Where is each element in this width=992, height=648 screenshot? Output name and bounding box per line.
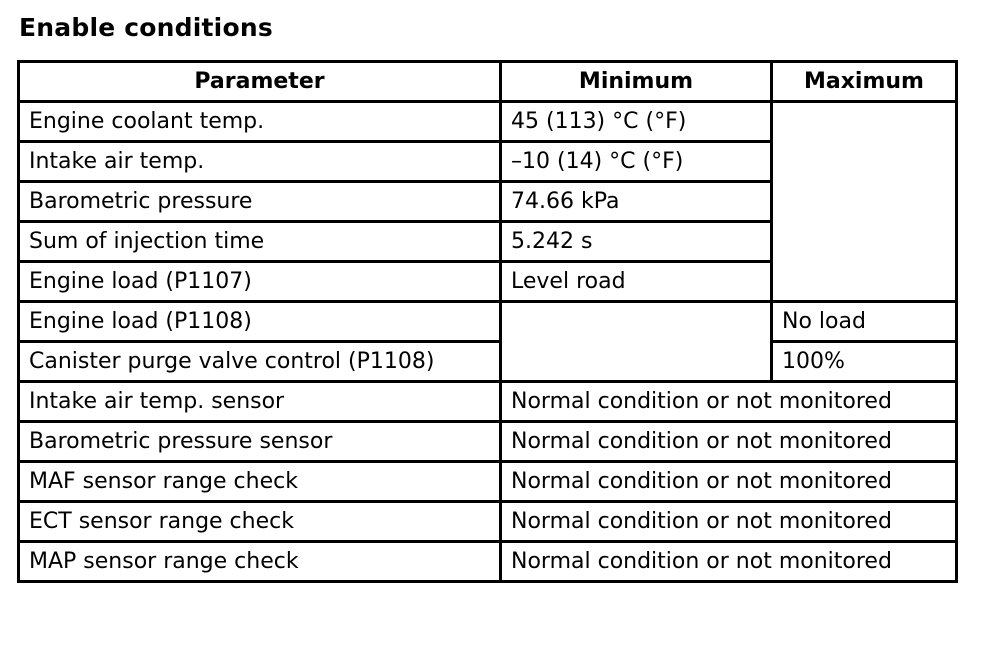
parameter-cell: Barometric pressure sensor <box>19 422 501 462</box>
table-row <box>19 502 957 542</box>
table-row <box>19 102 957 142</box>
header-maximum: Maximum <box>772 62 957 102</box>
parameter-cell: Engine load (P1107) <box>19 262 501 302</box>
table-row <box>19 382 957 422</box>
maximum-cell: 100% <box>772 342 957 382</box>
minimum-cell: Level road <box>501 262 772 302</box>
parameter-cell: Engine load (P1108) <box>19 302 501 342</box>
enable-conditions-table <box>17 60 958 583</box>
condition-cell: Normal condition or not monitored <box>501 382 957 422</box>
table-row <box>19 542 957 582</box>
page-title: Enable conditions <box>19 13 273 42</box>
condition-cell: Normal condition or not monitored <box>501 422 957 462</box>
minimum-empty-cell <box>501 302 772 382</box>
minimum-cell: 5.242 s <box>501 222 772 262</box>
minimum-cell: 45 (113) °C (°F) <box>501 102 772 142</box>
header-parameter: Parameter <box>19 62 501 102</box>
parameter-cell: Engine coolant temp. <box>19 102 501 142</box>
table-row <box>19 462 957 502</box>
condition-cell: Normal condition or not monitored <box>501 462 957 502</box>
header-row <box>19 62 957 102</box>
maximum-cell: No load <box>772 302 957 342</box>
parameter-cell: Canister purge valve control (P1108) <box>19 342 501 382</box>
parameter-cell: MAF sensor range check <box>19 462 501 502</box>
minimum-cell: 74.66 kPa <box>501 182 772 222</box>
header-minimum: Minimum <box>501 62 772 102</box>
table-row <box>19 422 957 462</box>
parameter-cell: ECT sensor range check <box>19 502 501 542</box>
maximum-empty-cell <box>772 102 957 302</box>
parameter-cell: MAP sensor range check <box>19 542 501 582</box>
condition-cell: Normal condition or not monitored <box>501 502 957 542</box>
parameter-cell: Sum of injection time <box>19 222 501 262</box>
table-row <box>19 342 957 382</box>
condition-cell: Normal condition or not monitored <box>501 542 957 582</box>
parameter-cell: Barometric pressure <box>19 182 501 222</box>
parameter-cell: Intake air temp. sensor <box>19 382 501 422</box>
minimum-cell: –10 (14) °C (°F) <box>501 142 772 182</box>
table-row <box>19 302 957 342</box>
parameter-cell: Intake air temp. <box>19 142 501 182</box>
